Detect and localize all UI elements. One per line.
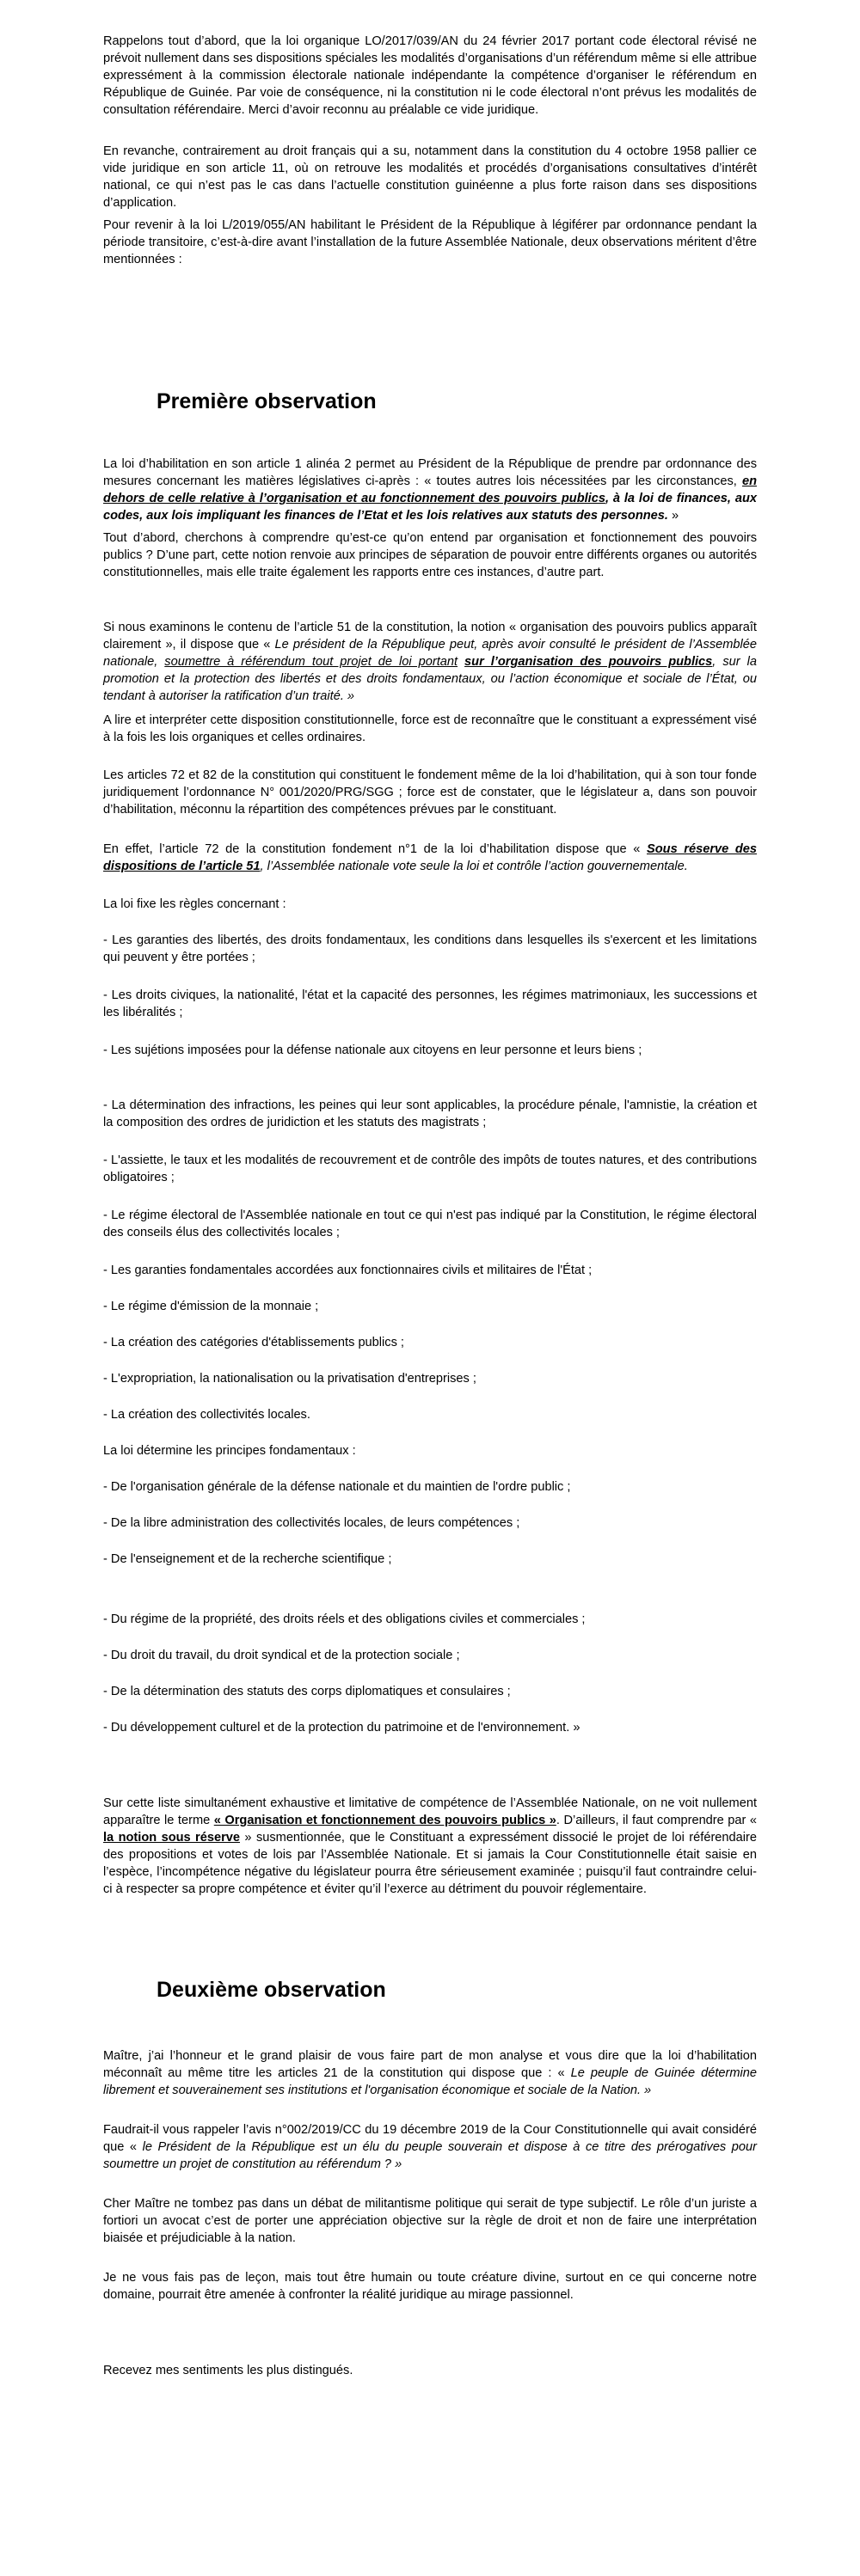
text-segment: » xyxy=(667,509,679,523)
obs2-paragraph-3: Cher Maître ne tombez pas dans un débat de militantisme politique qui serait de type subjectif. Le rôle d’un juriste a fortiori un avocat c’est de porter une appréciation objective sur la règle de droit et non de faire une interprétation biaisée et préjudiciable à la nation. xyxy=(103,2197,757,2245)
text-segment: Maître, j’ai l’honneur et le grand plaisir de vous faire part de mon analyse et vous dire que la loi d’habilitation méconnaît au même titre les articles 21 de la constitution qui dispose que : « xyxy=(103,2049,757,2080)
obs1-paragraph-1 xyxy=(103,456,757,524)
determine-intro: La loi détermine les principes fondamentaux : xyxy=(103,1444,356,1458)
text-segment: Faudrait-il vous rappeler l’avis n°002/2019/CC du 19 décembre 2019 de la Cour Constitutionnelle qui avait considéré que « xyxy=(103,2123,757,2154)
list-item: - La création des collectivités locales. xyxy=(103,1408,310,1422)
obs1-paragraph-4: A lire et interpréter cette disposition constitutionnelle, force est de reconnaître que le constituant a expressément visé à la fois les lois organiques et celles ordinaires. xyxy=(103,713,757,744)
intro-paragraph-2: En revanche, contrairement au droit français qui a su, notamment dans la constitution du 4 octobre 1958 pallier ce vide juridique en son article 11, où on retrouve les modalités et procédés d’organisations consultatives d’intérêt national, ce qui n’est pas le cas dans l’actuelle constitution guinéenne a plus forte raison dans ses dispositions d’application. xyxy=(103,144,757,210)
text-segment: . D’ailleurs, il faut comprendre par « xyxy=(556,1814,758,1827)
italic-segment: Le peuple de Guinée détermine librement et souverainement ses institutions et l'organisation économique et sociale de la Nation. » xyxy=(103,2066,757,2097)
text-segment: » susmentionnée, que le Constituant a expressément dissocié le projet de loi référendaire des propositions et votes de lois par l’Assemblée Nationale. Et si jamais la Cour Constitutionnelle était saisie en l’espèce, l’incompétence négative du législateur pourra être sérieusement examinée ; puisqu’il faut contraindre celui-ci à respecter sa propre compétence et éviter qu’il l’exerce au détriment du pouvoir réglementaire. xyxy=(103,1831,757,1896)
list-item: - Le régime électoral de l'Assemblée nationale en tout ce qui n'est pas indiqué par la Constitution, le régime électoral des conseils élus des collectivités locales ; xyxy=(103,1208,757,1239)
text-segment: Si nous examinons le contenu de l’article 51 de la constitution, la notion « organisation des pouvoirs publics apparaît clairement », il dispose que « xyxy=(103,621,757,652)
obs1-paragraph-7 xyxy=(103,1795,757,1898)
list-item: - De l'enseignement et de la recherche scientifique ; xyxy=(103,1552,392,1566)
list-item: - L'assiette, le taux et les modalités de recouvrement et de contrôle des impôts de toutes natures, et des contributions obligatoires ; xyxy=(103,1153,757,1184)
list-item: - La détermination des infractions, les peines qui leur sont applicables, la procédure pénale, l'amnistie, la création et la composition des ordres de juridiction et les statuts des magistrats ; xyxy=(103,1098,757,1129)
emphasis-segment: , à la loi de finances, aux codes, aux lois impliquant les finances de l’Etat et les lois relatives aux statuts des personnes. xyxy=(103,492,757,523)
emphasis-segment: sur l’organisation des pouvoirs publics xyxy=(464,655,713,669)
italic-segment: , sur la promotion et la protection des libertés et des droits fondamentaux, ou l’action économique et sociale de l’État, ou tendant à autoriser la ratification d’un traité. » xyxy=(103,655,757,703)
obs1-paragraph-2: Tout d’abord, cherchons à comprendre qu’est-ce qu’on entend par organisation et fonctionnement des pouvoirs publics ? D’une part, cette notion renvoie aux principes de séparation de pouvoir entre différents organes ou autorités constitutionnelles, mais elle traite également les rapports entre ces instances, d’autre part. xyxy=(103,531,757,579)
list-item: - De la détermination des statuts des corps diplomatiques et consulaires ; xyxy=(103,1685,511,1698)
list-item: - La création des catégories d'établissements publics ; xyxy=(103,1336,404,1349)
list-item: - Les garanties des libertés, des droits fondamentaux, les conditions dans lesquelles ils s'exercent et les limitations qui peuvent y être portées ; xyxy=(103,933,757,964)
emphasis-segment: en dehors de celle relative à l’organisation et au fonctionnement des pouvoirs publics xyxy=(103,474,757,505)
obs2-paragraph-2 xyxy=(103,2121,757,2173)
text-segment xyxy=(458,655,464,669)
obs2-paragraph-1 xyxy=(103,2047,757,2099)
text-segment: Sur cette liste simultanément exhaustive et limitative de compétence de l’Assemblée Nationale, on ne voit nullement apparaître le terme xyxy=(103,1796,757,1827)
italic-segment: , l’Assemblée nationale vote seule la loi et contrôle l’action gouvernementale. xyxy=(260,860,688,873)
emphasis-segment: « Organisation et fonctionnement des pouvoirs publics » xyxy=(213,1814,556,1827)
obs1-paragraph-5: Les articles 72 et 82 de la constitution qui constituent le fondement même de la loi d’habilitation, qui à son tour fonde juridiquement l’ordonnance N° 001/2020/PRG/SGG ; force est de constater, que le législateur a, dans son pouvoir d’habilitation, méconnu la répartition des compétences prévues par le constituant. xyxy=(103,768,757,817)
closing-line: Recevez mes sentiments les plus distingués. xyxy=(103,2364,353,2377)
emphasis-segment: Sous réserve des dispositions de l’article 51 xyxy=(103,842,757,873)
obs1-paragraph-6 xyxy=(103,841,757,875)
list-item: - L'expropriation, la nationalisation ou la privatisation d'entreprises ; xyxy=(103,1372,476,1386)
text-segment: La loi d’habilitation en son article 1 alinéa 2 permet au Président de la République de prendre par ordonnance des mesures concernant les matières législatives ci-après : « toutes autres lois nécessitées par les circonstances, xyxy=(103,457,757,488)
heading-premiere-observation: Première observation xyxy=(157,389,377,413)
emphasis-segment: la notion sous réserve xyxy=(103,1831,240,1845)
list-item: - Les sujétions imposées pour la défense nationale aux citoyens en leur personne et leurs biens ; xyxy=(103,1043,642,1057)
list-item: - De l'organisation générale de la défense nationale et du maintien de l'ordre public ; xyxy=(103,1480,571,1494)
list-item: - Du régime de la propriété, des droits réels et des obligations civiles et commerciales ; xyxy=(103,1612,586,1626)
intro-paragraph-3: Pour revenir à la loi L/2019/055/AN habilitant le Président de la République à légiférer par ordonnance pendant la période transitoire, c’est-à-dire avant l’installation de la future Assemblée Nationale, deux observations méritent d’être mentionnées : xyxy=(103,218,757,266)
italic-segment: le Président de la République est un élu du peuple souverain et dispose à ce titre des prérogatives pour soumettre un projet de constitution au référendum ? » xyxy=(103,2140,758,2171)
heading-deuxieme-observation: Deuxième observation xyxy=(157,1978,386,2002)
obs2-paragraph-4: Je ne vous fais pas de leçon, mais tout être humain ou toute créature divine, surtout en ce qui concerne notre domaine, pourrait être amenée à confronter la réalité juridique au mirage passionnel. xyxy=(103,2271,757,2302)
list-item: - De la libre administration des collectivités locales, de leurs compétences ; xyxy=(103,1516,520,1530)
list-item: - Le régime d'émission de la monnaie ; xyxy=(103,1300,319,1313)
list-item: - Du droit du travail, du droit syndical et de la protection sociale ; xyxy=(103,1649,460,1662)
list-item: - Du développement culturel et de la protection du patrimoine et de l'environnement. » xyxy=(103,1721,580,1735)
underlined-segment: soumettre à référendum tout projet de loi portant xyxy=(164,655,458,669)
intro-paragraph-1: Rappelons tout d’abord, que la loi organique LO/2017/039/AN du 24 février 2017 portant code électoral révisé ne prévoit nullement dans ses dispositions spéciales les modalités d’organisations d’un référendum même si elle attribue expressément à la commission électorale nationale indépendante la compétence d’organiser le référendum en République de Guinée. Par voie de conséquence, ni la constitution ni le code électoral n’ont prévus les modalités de consultation référendaire. Merci d’avoir reconnu au préalable ce vide juridique. xyxy=(103,34,757,117)
italic-segment: Le président de la République peut, après avoir consulté le président de l’Assemblée nationale, xyxy=(103,638,757,669)
list-item: - Les garanties fondamentales accordées aux fonctionnaires civils et militaires de l'État ; xyxy=(103,1264,593,1277)
list-item: - Les droits civiques, la nationalité, l'état et la capacité des personnes, les régimes matrimoniaux, les successions et les libéralités ; xyxy=(103,988,757,1019)
obs1-paragraph-3 xyxy=(103,619,757,705)
fixe-intro: La loi fixe les règles concernant : xyxy=(103,897,286,911)
text-segment: En effet, l’article 72 de la constitution fondement n°1 de la loi d’habilitation dispose que « xyxy=(103,842,647,856)
